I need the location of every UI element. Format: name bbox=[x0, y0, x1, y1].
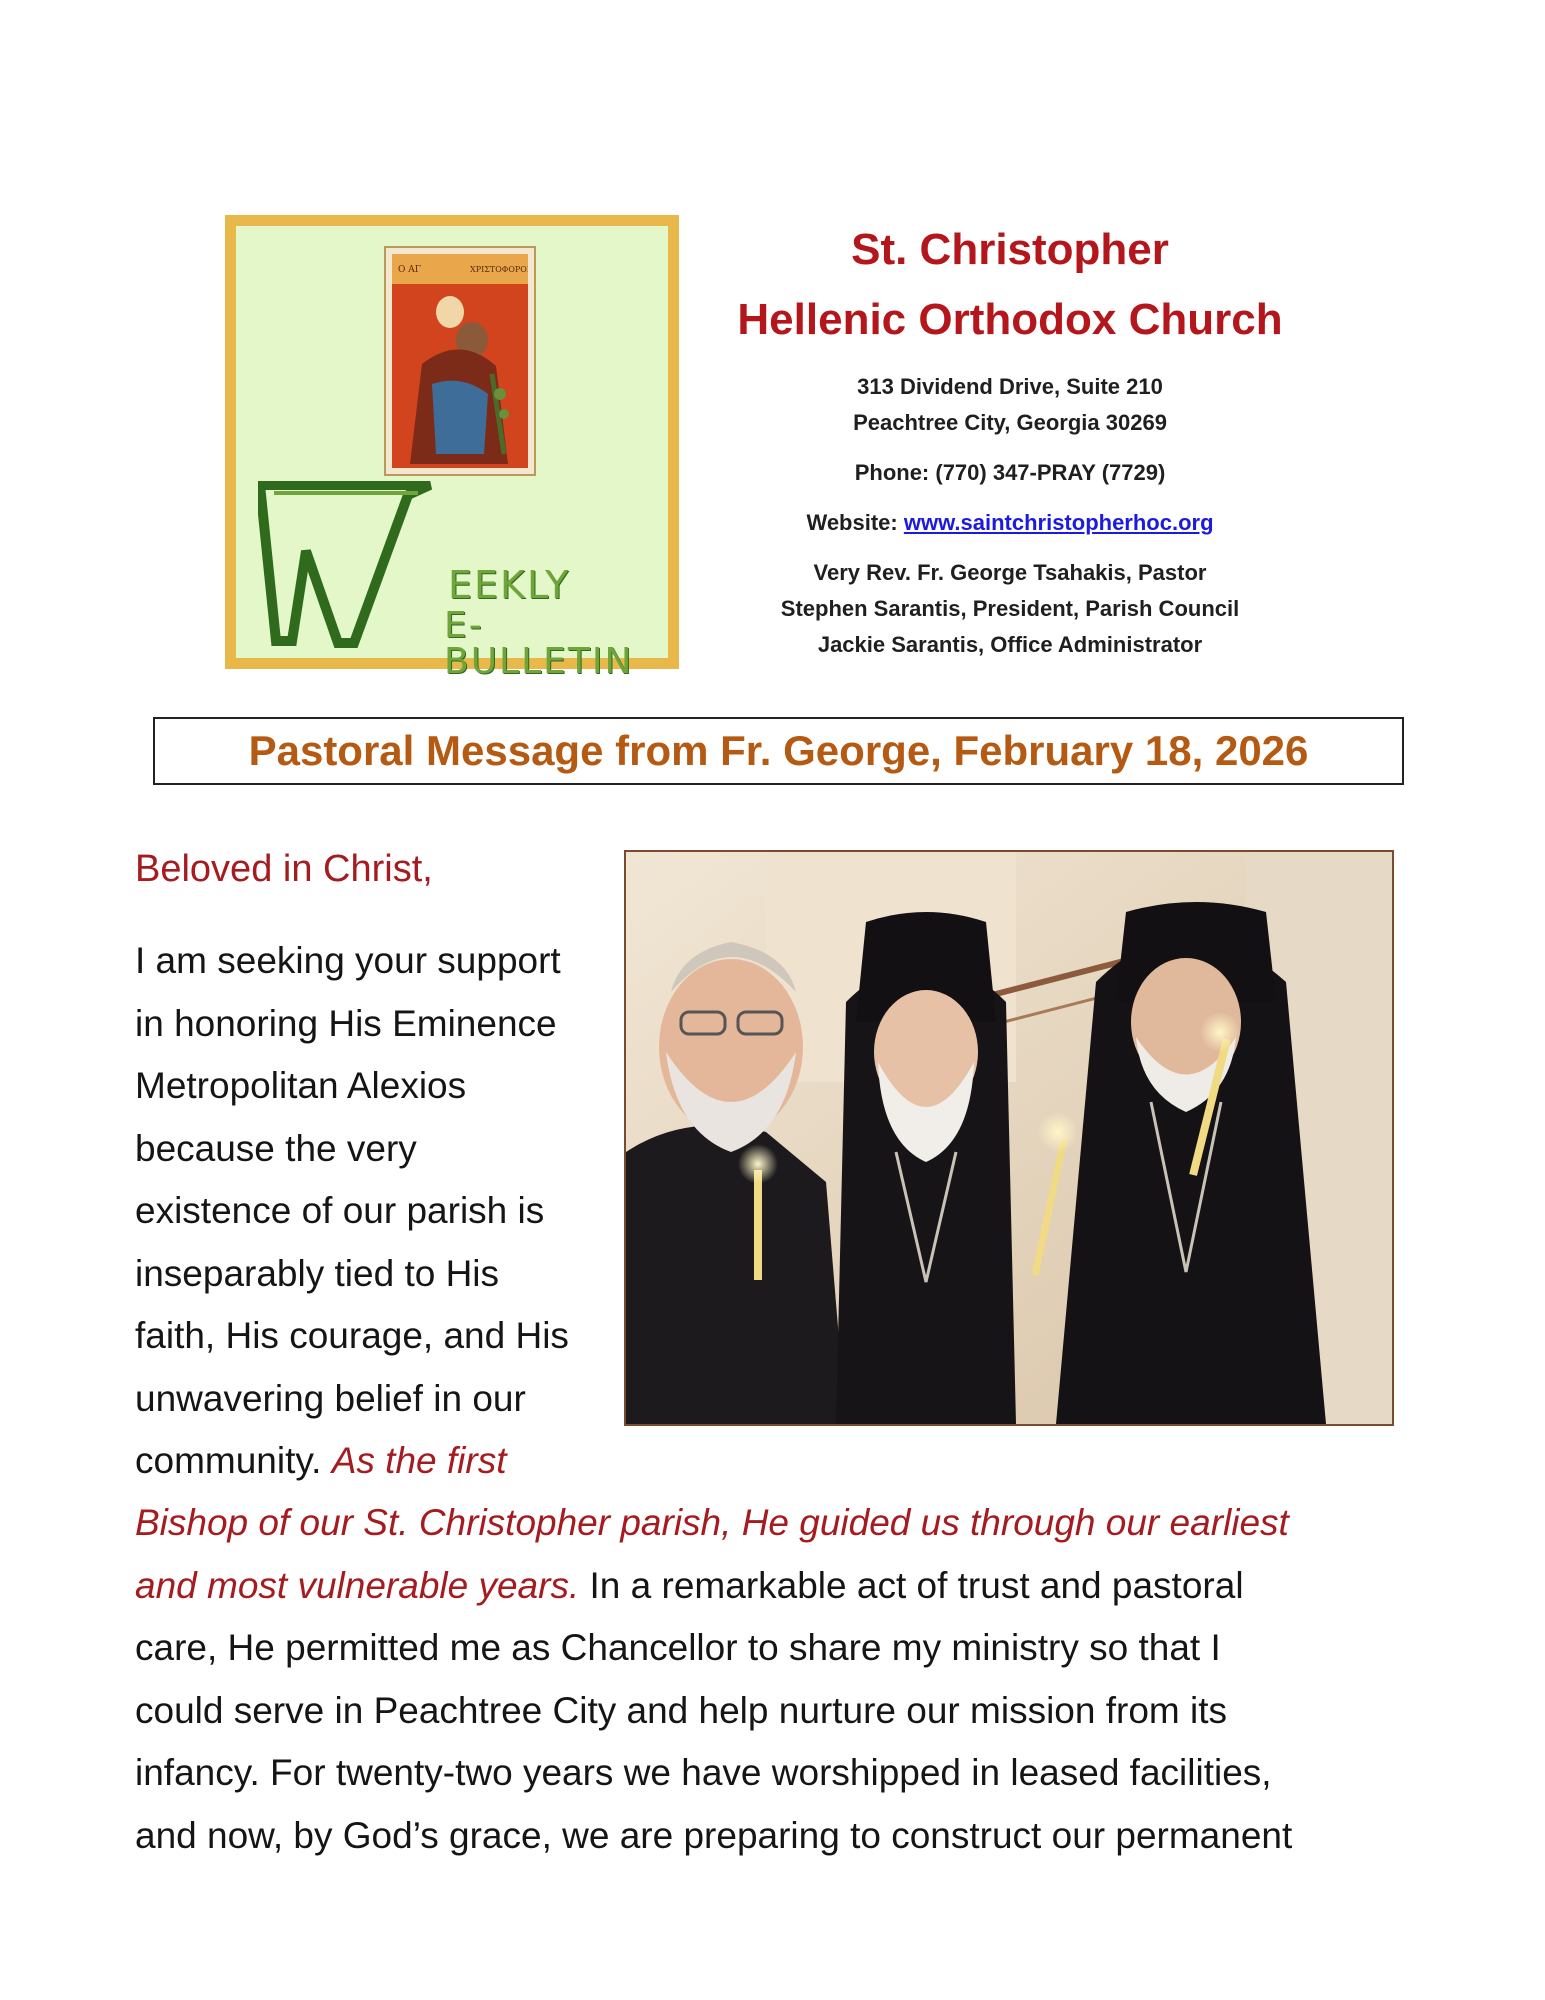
body-line: could serve in Peachtree City and help nurture our mission from its bbox=[135, 1689, 1228, 1731]
body-column bbox=[135, 930, 569, 1493]
body-line: inseparably tied to His bbox=[135, 1252, 500, 1294]
church-name-line2: Hellenic Orthodox Church bbox=[737, 295, 1283, 344]
greeting: Beloved in Christ, bbox=[135, 848, 433, 890]
body-text: community. bbox=[135, 1440, 332, 1481]
body-line: because the very bbox=[135, 1127, 417, 1169]
logo-line-weekly: EEKLY bbox=[448, 563, 571, 607]
church-name-line1: St. Christopher bbox=[851, 225, 1169, 274]
pastoral-message-title-box bbox=[153, 717, 1404, 785]
address-line1: 313 Dividend Drive, Suite 210 bbox=[857, 374, 1163, 399]
body-line: I am seeking your support bbox=[135, 940, 561, 981]
website-label: Website: bbox=[806, 510, 898, 535]
website-row bbox=[690, 505, 1330, 541]
body-line: unwavering belief in our bbox=[135, 1377, 526, 1419]
emphasis-text: As the first bbox=[331, 1440, 507, 1481]
logo-line-e-bulletin: E-BULLETIN bbox=[444, 605, 634, 682]
body-line: in honoring His Eminence bbox=[135, 1002, 557, 1044]
icon-caption-left: Ο ΑΓ bbox=[398, 265, 421, 275]
body-full-width bbox=[135, 1492, 1415, 1867]
emphasis-line: Bishop of our St. Christopher parish, He guided us through our earliest bbox=[135, 1502, 1289, 1543]
body-line: faith, His courage, and His bbox=[135, 1315, 569, 1356]
website-link[interactable]: www.saintchristopherhoc.org bbox=[903, 510, 1214, 535]
clergy-photo bbox=[624, 850, 1394, 1426]
church-header bbox=[690, 215, 1330, 663]
body-line: existence of our parish is bbox=[135, 1190, 545, 1231]
phone: Phone: (770) 347-PRAY (7729) bbox=[854, 460, 1166, 485]
president-line: Stephen Sarantis, President, Parish Council bbox=[780, 596, 1240, 621]
pastoral-message-title: Pastoral Message from Fr. George, February 18, 2026 bbox=[248, 727, 1309, 774]
body-line bbox=[135, 1555, 1415, 1618]
w-letter-icon bbox=[258, 481, 448, 651]
body-line: infancy. For twenty-two years we have worshipped in leased facilities, bbox=[135, 1752, 1272, 1793]
saint-christopher-icon-image bbox=[386, 248, 534, 474]
pastor-line: Very Rev. Fr. George Tsahakis, Pastor bbox=[813, 560, 1207, 585]
emphasis-text: and most vulnerable years. bbox=[135, 1564, 580, 1606]
body-line bbox=[135, 1430, 569, 1493]
administrator-line: Jackie Sarantis, Office Administrator bbox=[817, 632, 1203, 657]
weekly-e-bulletin-logo bbox=[225, 215, 679, 682]
body-line: and now, by God’s grace, we are preparing to construct our permanent bbox=[135, 1814, 1293, 1856]
body-line: care, He permitted me as Chancellor to share my ministry so that I bbox=[135, 1627, 1221, 1668]
body-text: In a remarkable act of trust and pastoral bbox=[579, 1564, 1244, 1606]
body-line: Metropolitan Alexios bbox=[135, 1065, 467, 1106]
icon-caption-right: ΧΡΙΣΤΟΦΟΡΟΣ bbox=[470, 265, 528, 274]
address-line2: Peachtree City, Georgia 30269 bbox=[853, 410, 1167, 435]
